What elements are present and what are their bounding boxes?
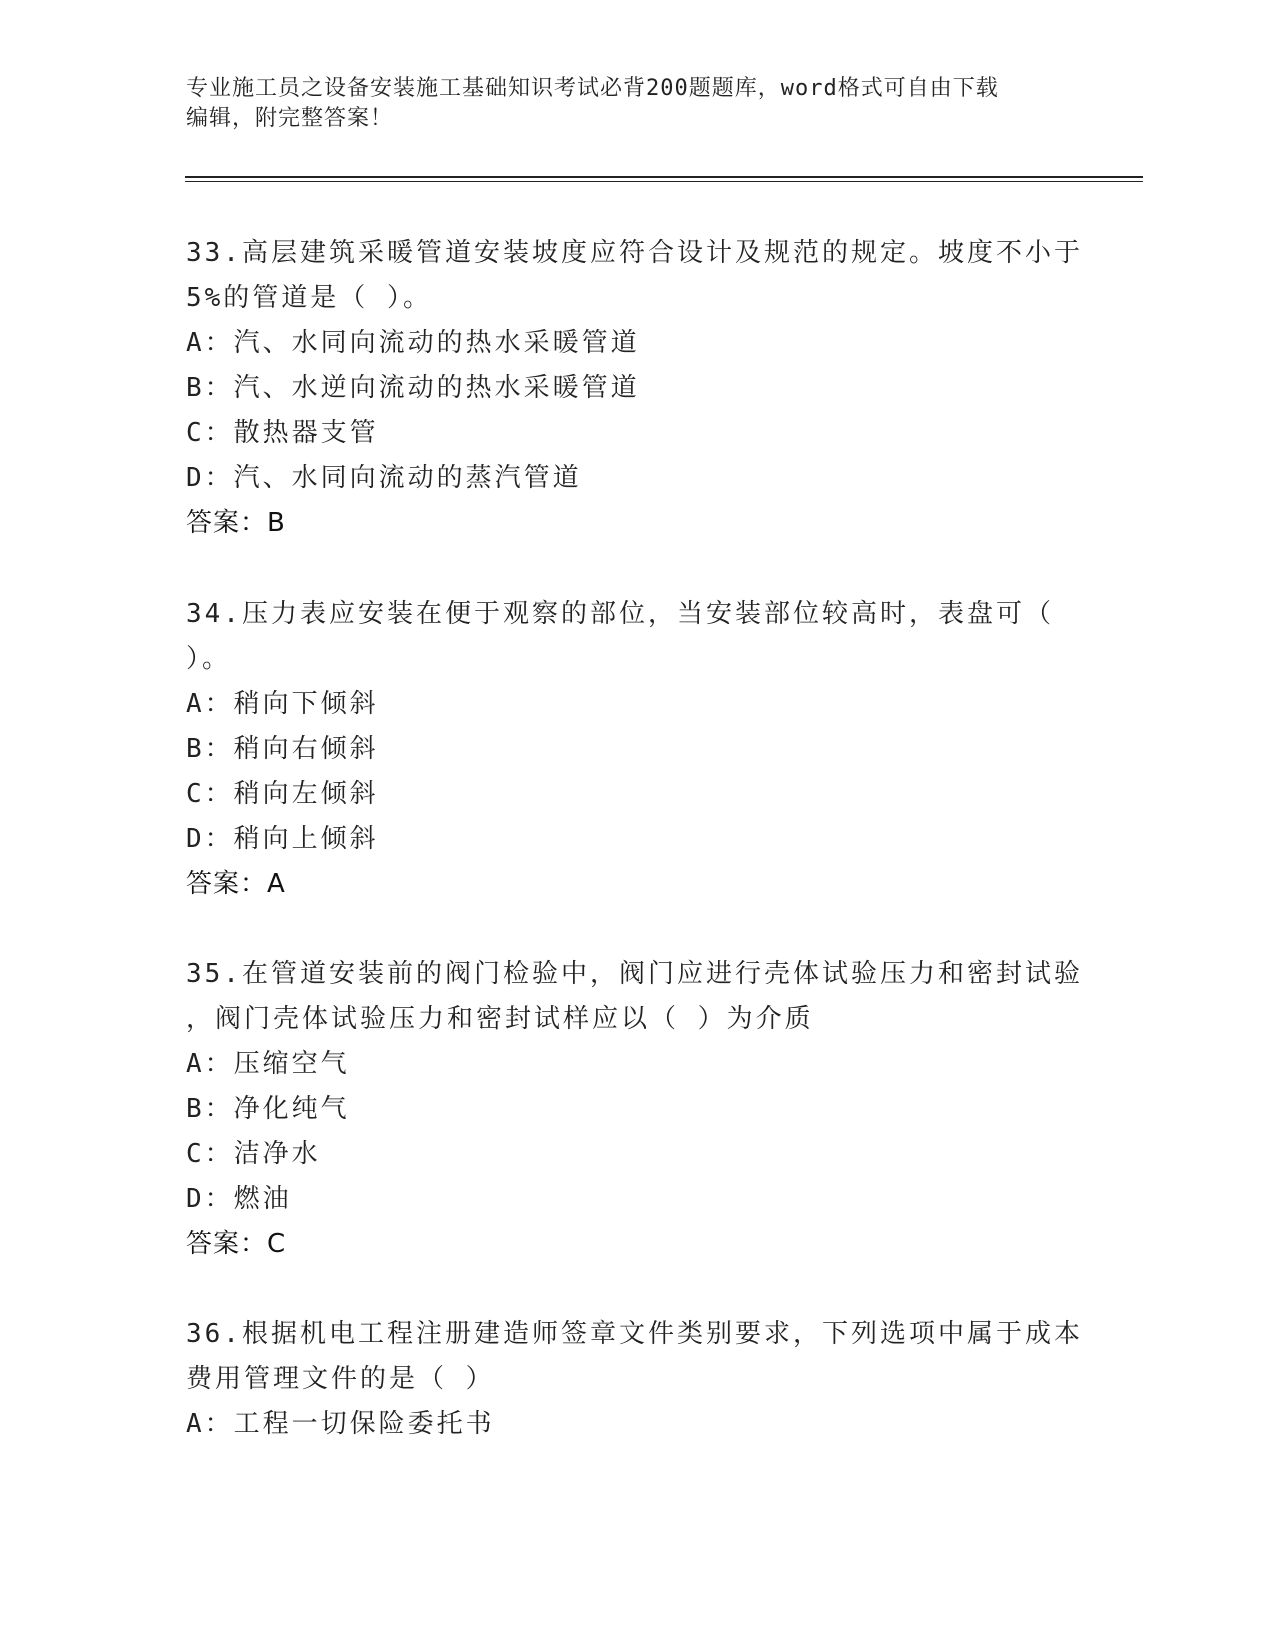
document-header xyxy=(186,74,1086,134)
question-33-option-c: C：散热器支管 xyxy=(186,418,379,448)
question-33-option-b: B：汽、水逆向流动的热水采暖管道 xyxy=(186,373,640,403)
question-35-text-line-1: 35.在管道安装前的阀门检验中，阀门应进行壳体试验压力和密封试验 xyxy=(186,959,1083,989)
question-33-answer: 答案：B xyxy=(186,508,286,538)
header-divider-thick xyxy=(185,176,1143,178)
header-title-line-1: 专业施工员之设备安装施工基础知识考试必背200题题库，word格式可自由下载 xyxy=(186,76,999,101)
question-34-option-b: B：稍向右倾斜 xyxy=(186,734,379,764)
question-34-option-d: D：稍向上倾斜 xyxy=(186,824,379,854)
question-35-option-a: A：压缩空气 xyxy=(186,1049,350,1079)
question-35-option-c: C：洁净水 xyxy=(186,1139,321,1169)
question-35-option-d: D：燃油 xyxy=(186,1184,292,1214)
question-33-option-d: D：汽、水同向流动的蒸汽管道 xyxy=(186,463,582,493)
question-33 xyxy=(186,231,1086,546)
question-34-option-c: C：稍向左倾斜 xyxy=(186,779,379,809)
question-33-text-line-2: 5%的管道是（ ）。 xyxy=(186,283,432,313)
header-title-line-2: 编辑，附完整答案！ xyxy=(186,106,394,131)
question-36-option-a: A：工程一切保险委托书 xyxy=(186,1409,495,1439)
question-34-text-line-1: 34.压力表应安装在便于观察的部位，当安装部位较高时，表盘可（ xyxy=(186,599,1054,629)
question-34-text-line-2: ）。 xyxy=(186,644,232,674)
question-36 xyxy=(186,1312,1086,1447)
question-35 xyxy=(186,952,1086,1267)
question-35-option-b: B：净化纯气 xyxy=(186,1094,350,1124)
question-33-option-a: A：汽、水同向流动的热水采暖管道 xyxy=(186,328,640,358)
question-35-text-line-2: ，阀门壳体试验压力和密封试样应以（ ）为介质 xyxy=(186,1004,814,1034)
question-34-option-a: A：稍向下倾斜 xyxy=(186,689,379,719)
question-33-text-line-1: 33.高层建筑采暖管道安装坡度应符合设计及规范的规定。坡度不小于 xyxy=(186,238,1083,268)
question-35-answer: 答案：C xyxy=(186,1229,287,1259)
question-34 xyxy=(186,592,1086,907)
question-34-answer: 答案：A xyxy=(186,869,286,899)
header-divider-thin xyxy=(185,181,1143,182)
question-36-text-line-1: 36.根据机电工程注册建造师签章文件类别要求，下列选项中属于成本 xyxy=(186,1319,1083,1349)
question-36-text-line-2: 费用管理文件的是（ ） xyxy=(186,1364,495,1394)
